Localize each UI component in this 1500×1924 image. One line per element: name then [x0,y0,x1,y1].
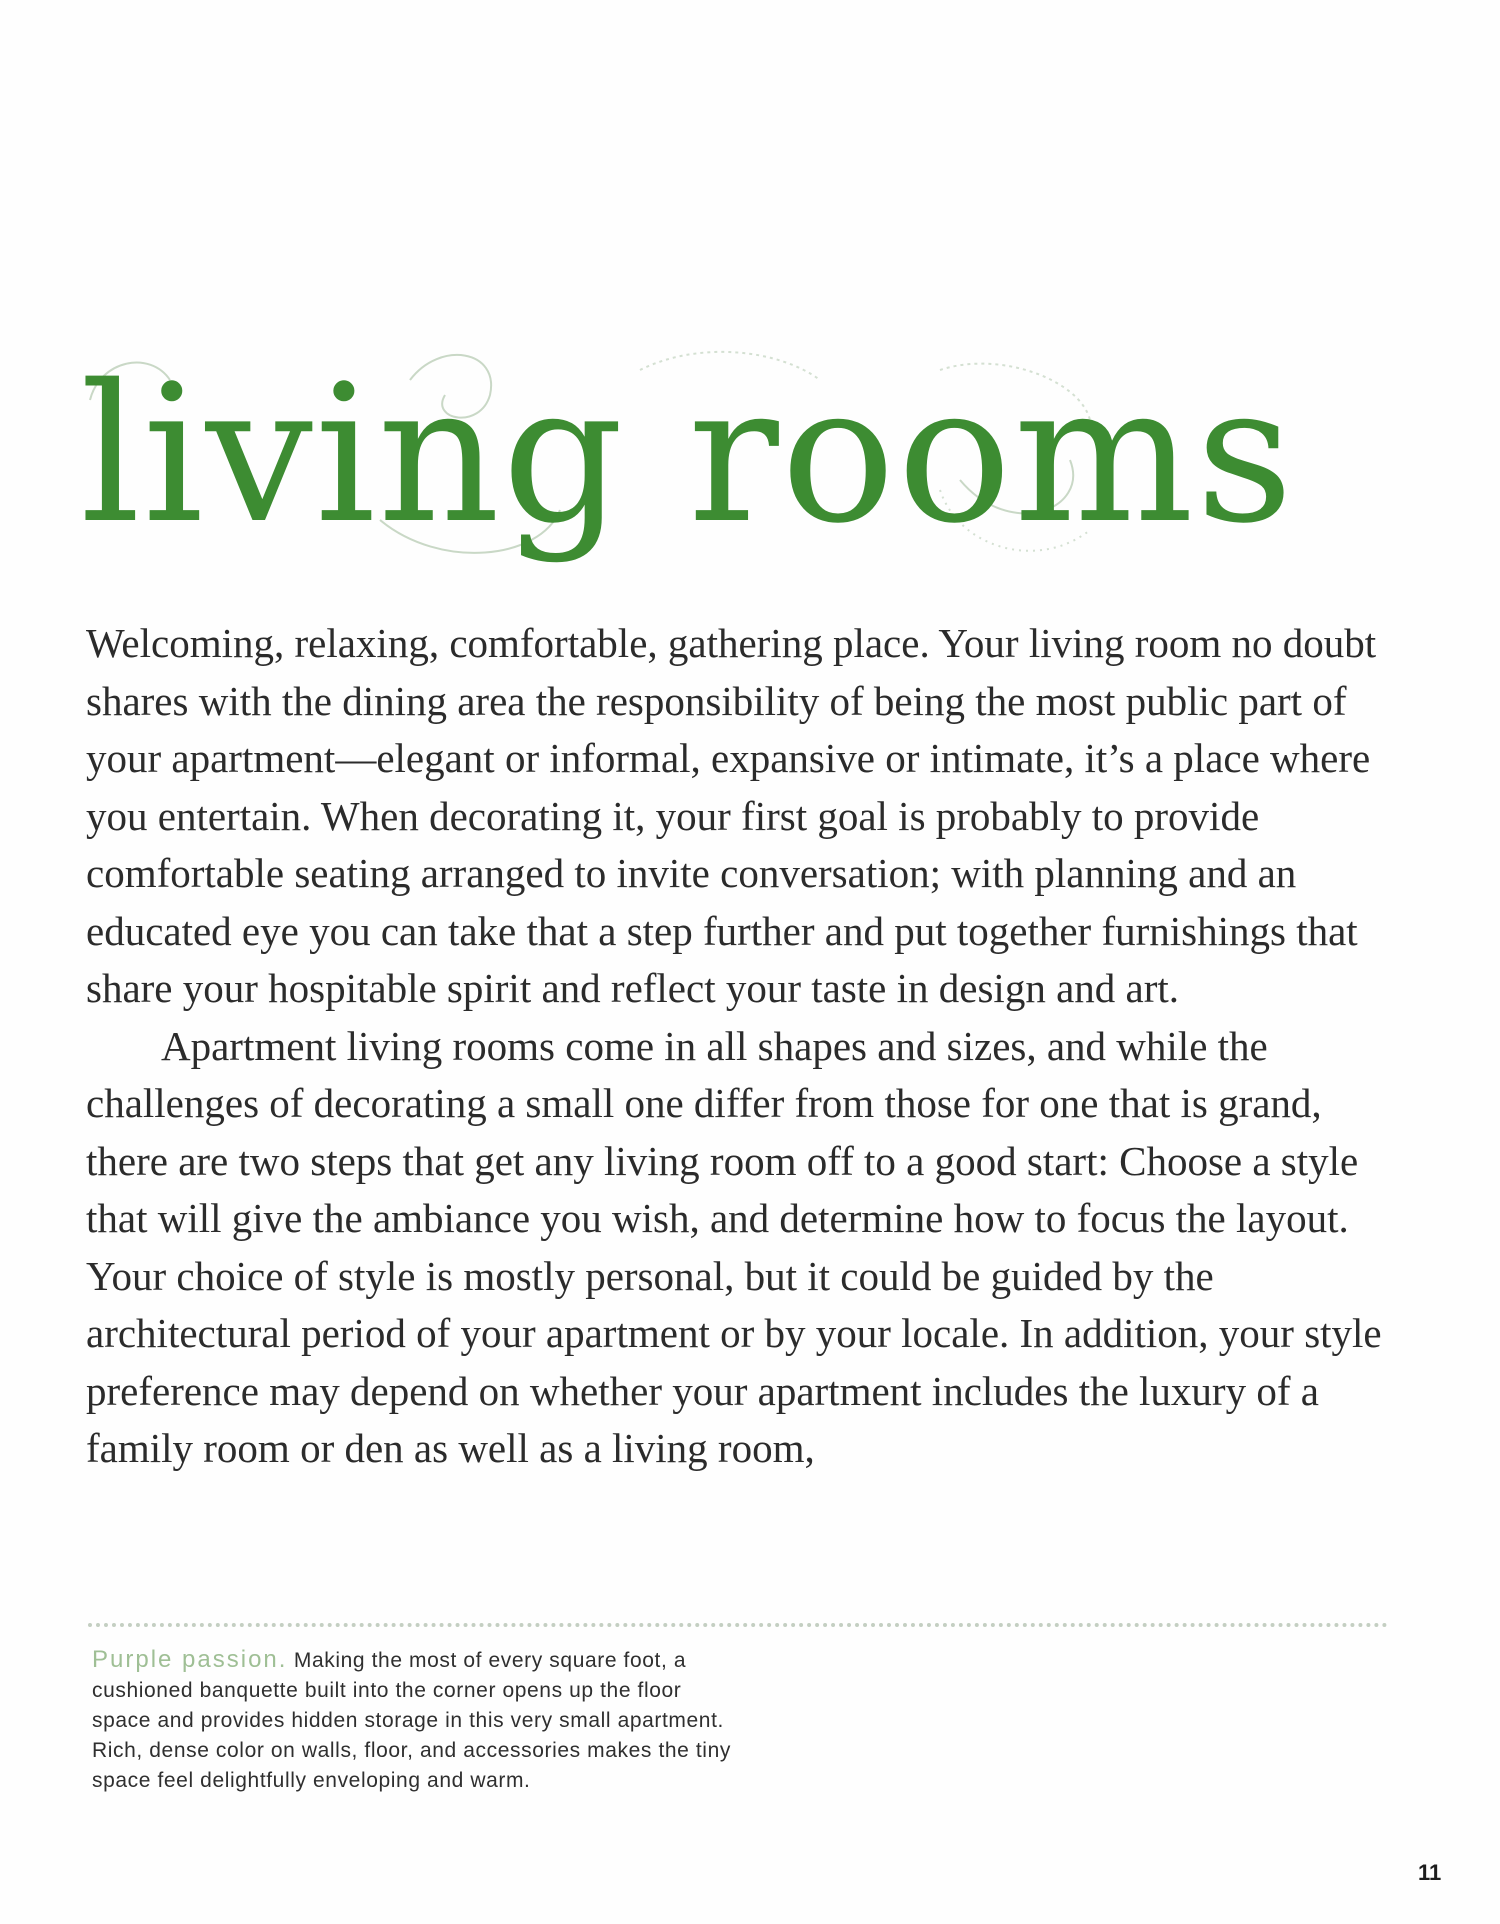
body-text [86,615,1386,1478]
caption-lead: Purple passion. [92,1646,288,1673]
title-block [80,340,1296,570]
dotted-divider [88,1623,1388,1627]
body-paragraph-2: Apartment living rooms come in all shapes and sizes, and while the challenges of decorating a small one differ from those for one that is grand, there are two steps that get any living room off to a good start: Choose a style that will give the ambiance you wish, and determine how to focus the layout. Your choice of style is mostly personal, but it could be guided by the architectural period of your apartment or by your locale. In addition, your style preference may depend on whether your apartment includes the luxury of a family room or den as well as a living room, [86,1022,1382,1471]
photo-caption [92,1645,732,1796]
body-paragraph-1: Welcoming, relaxing, comfortable, gathering place. Your living room no doubt shares with the dining area the responsibility of being the most public part of your apartment—elegant or informal, expansive or intimate, it’s a place where you entertain. When decorating it, your first goal is probably to provide comfortable seating arranged to invite conversation; with planning and an educated eye you can take that a step further and put together furnishings that share your hospitable spirit and reflect your taste in design and art. [86,620,1377,1011]
caption-text: Making the most of every square foot, a cushioned banquette built into the corner opens up the floor space and provides hidden storage in this very small apartment. Rich, dense color on walls, floor, and accessories makes the tiny space feel delightfully enveloping and warm. [92,1649,731,1792]
page-number: 11 [1418,1860,1442,1885]
page-title: living rooms [80,344,1296,565]
